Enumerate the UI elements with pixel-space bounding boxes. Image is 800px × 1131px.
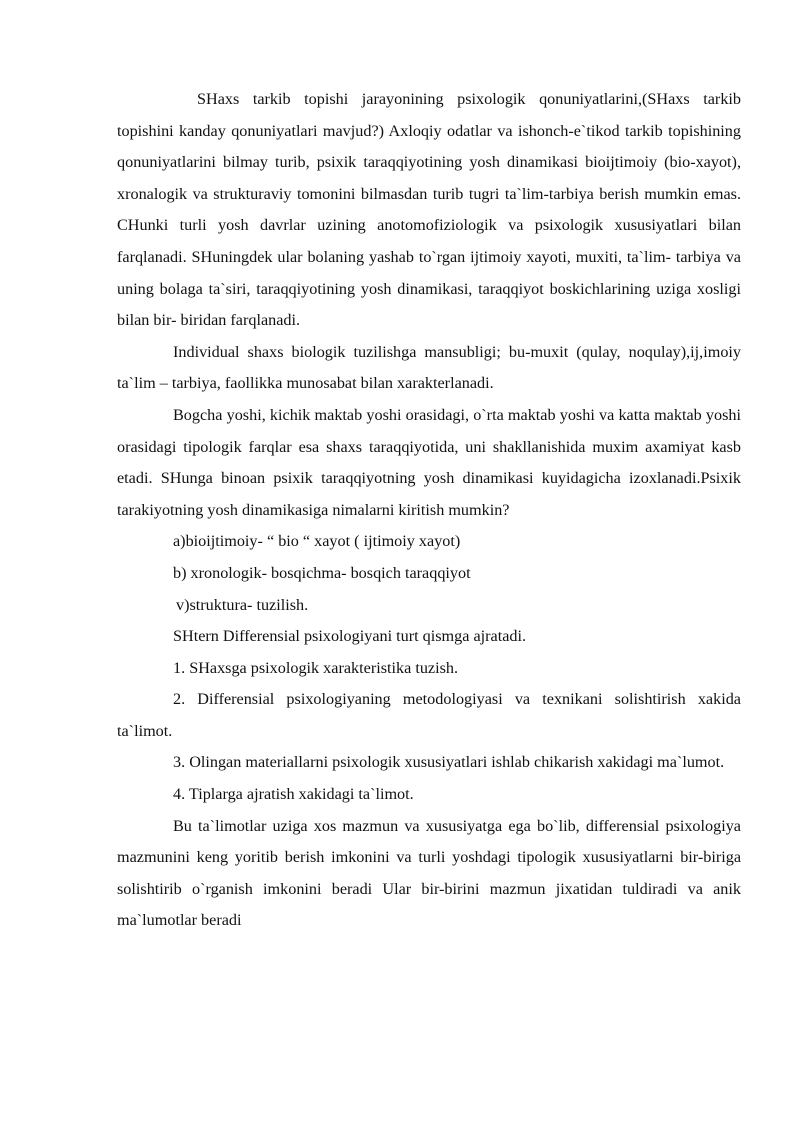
numbered-item-3: 3. Olingan materiallarni psixologik xususiyatlari ishlab chikarish xakidagi ma`lumot. xyxy=(173,753,725,772)
paragraph-intro: SHaxs tarkib topishi jarayonining psixologik qonuniyatlarini,(SHaxs tarkib topishini kanday qonuniyatlari mavjud?) Axloqiy odatlar va ishonch-e`tikod tarkib topishining qonuniyatlarini bilmay turib, psixik taraqqiyotining yosh dinamikasi bioijtimoiy (bio-xayot), xronalogik va strukturaviy tomonini bilmasdan turib tugri ta`lim-tarbiya berish mumkin emas. CHunki turli yosh davrlar uzining anotomofiziologik va psixologik xususiyatlari bilan farqlanadi. SHuningdek ular bolaning yashab to`rgan ijtimoiy xayoti, muxiti, ta`lim- tarbiya va uning bolaga ta`siri, taraqqiyotining yosh dinamikasi, taraqqiyot boskichlarining uziga xosligi bilan bir- biridan farqlanadi. xyxy=(117,90,741,330)
list-item-a: a)bioijtimoiy- “ bio “ xayot ( ijtimoiy xayot) xyxy=(173,532,461,551)
numbered-item-1: 1. SHaxsga psixologik xarakteristika tuzish. xyxy=(173,658,459,677)
list-item-v: v)struktura- tuzilish. xyxy=(176,595,309,614)
numbered-item-2: 2. Differensial psixologiyaning metodologiyasi va texnikani solishtirish xakida ta`limot. xyxy=(117,690,741,740)
document-page xyxy=(117,84,741,937)
paragraph-shtern: SHtern Differensial psixologiyani turt qismga ajratadi. xyxy=(173,627,527,646)
paragraph-conclusion: Bu ta`limotlar uziga xos mazmun va xususiyatga ega bo`lib, differensial psixologiya mazmunini keng yoritib berish imkonini va turli yoshdagi tipologik xususiyatlarni bir-biriga solishtirib o`rganish imkonini beradi Ular bir-birini mazmun jixatidan tuldiradi va anik ma`lumotlar beradi xyxy=(117,816,741,930)
paragraph-age-differences: Bogcha yoshi, kichik maktab yoshi orasidagi, o`rta maktab yoshi va katta maktab yoshi orasidagi tipologik farqlar esa shaxs taraqqiyotida, uni shakllanishida muxim axamiyat kasb etadi. SHunga binoan psixik taraqqiyotning yosh dinamikasi kuyidagicha izoxlanadi.Psixik tarakiyotning yosh dinamikasiga nimalarni kiritish mumkin? xyxy=(117,405,741,519)
list-item-b: b) xronologik- bosqichma- bosqich taraqqiyot xyxy=(173,563,471,582)
numbered-item-4: 4. Tiplarga ajratish xakidagi ta`limot. xyxy=(173,785,414,804)
paragraph-individual: Individual shaxs biologik tuzilishga mansubligi; bu-muxit (qulay, noqulay),ij,imoiy ta`lim – tarbiya, faollikka munosabat bilan xarakterlanadi. xyxy=(117,342,741,393)
